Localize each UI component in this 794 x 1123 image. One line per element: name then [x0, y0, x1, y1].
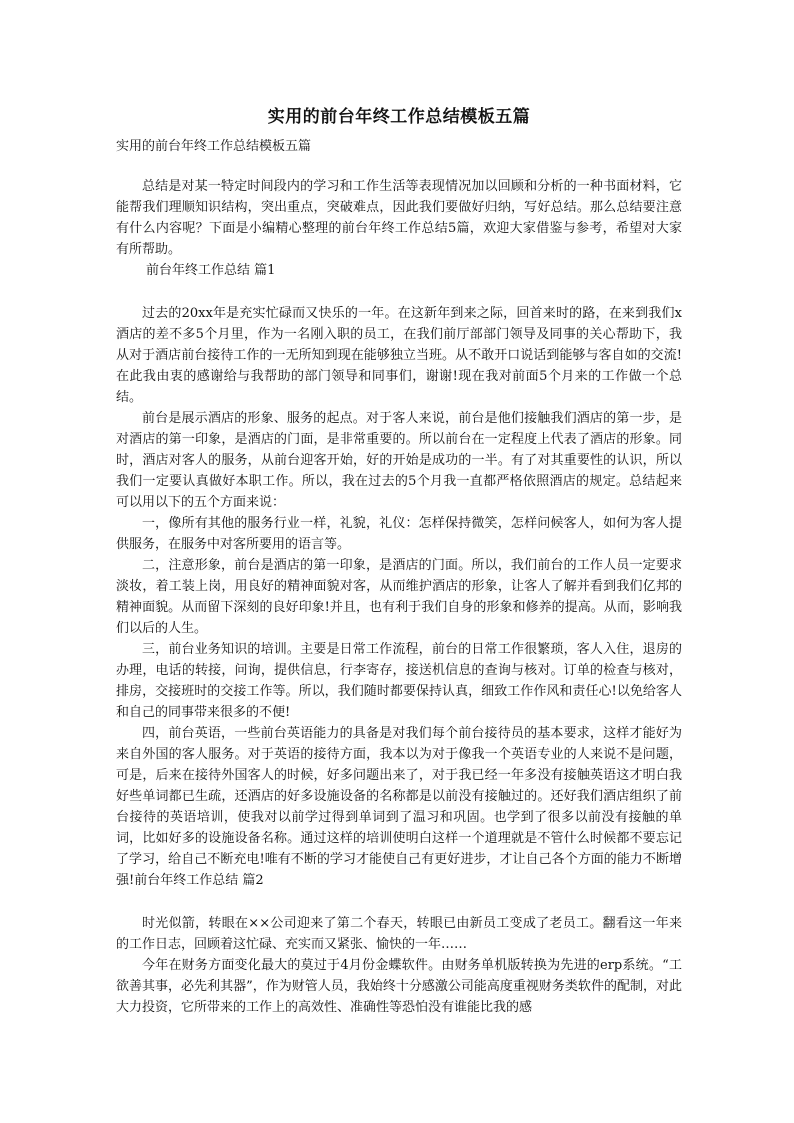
section-gap	[116, 891, 682, 913]
section-1-paragraph-1: 过去的20xx年是充实忙碌而又快乐的一年。在这新年到来之际，回首来时的路，在来到我们x酒店的差不多5个月里，作为一名刚入职的员工，在我们前厅部部门领导及同事的关心帮助下，我从对于酒店前台接待工作的一无所知到现在能够独立当班。从不敢开口说话到能够与客自如的交流!在此我由衷的感谢给与我帮助的部门领导和同事们，谢谢!现在我对前面5个月来的工作做一个总结。	[116, 306, 682, 405]
document-subtitle: 实用的前台年终工作总结模板五篇	[116, 139, 312, 154]
section-1-paragraph-5: 三，前台业务知识的培训。主要是日常工作流程，前台的日常工作很繁琐，客人入住，退房的办理，电话的转接，问询，提供信息，行李寄存，接送机信息的查询与核对。订单的检查与核对，排房，交接班时的交接工作等。所以，我们随时都要保持认真，细致工作作风和责任心!以免给客人和自己的同事带来很多的不便!	[116, 642, 682, 720]
section-1-paragraph-6: 四，前台英语，一些前台英语能力的具备是对我们每个前台接待员的基本要求，这样才能好为来自外国的客人服务。对于英语的接待方面，我本以为对于像我一个英语专业的人来说不是问题，可是，后来在接待外国客人的时候，好多问题出来了，对于我已经一年多没有接触英语这才明白我好些单词都已生疏，还酒店的好多设施设备的名称都是以前没有接触过的。还好我们酒店组织了前台接待的英语培训，使我对以前学过得到单词到了温习和巩固。也学到了很多以前没有接触的单词，比如好多的设施设备名称。通过这样的培训使明白这样一个道理就是不管什么时候都不要忘记了学习，给自己不断充电!唯有不断的学习才能使自己有更好进步，才让自己各个方面的能力不断增强!前台年终工作总结 篇2	[116, 726, 682, 888]
section-2-paragraph-1: 时光似箭，转眼在××公司迎来了第二个春天，转眼已由新员工变成了老员工。翻看这一年来的工作日志，回顾着这忙碌、充实而又紧张、愉快的一年……	[116, 916, 682, 952]
section-1-paragraph-3: 一，像所有其他的服务行业一样，礼貌，礼仪：怎样保持微笑，怎样问候客人，如何为客人提供服务，在服务中对客所要用的语言等。	[116, 516, 682, 552]
document-page	[116, 104, 682, 1018]
section-1-heading: 前台年终工作总结 篇1	[146, 263, 276, 278]
section-1-paragraph-4: 二，注意形象，前台是酒店的第一印象，是酒店的门面。所以，我们前台的工作人员一定要求淡妆，着工装上岗，用良好的精神面貌对客，从而维护酒店的形象，让客人了解并看到我们亿邦的精神面貌。从而留下深刻的良好印象!并且，也有利于我们自身的形象和修养的提高。从而，影响我们以后的人生。	[116, 558, 682, 636]
document-title: 实用的前台年终工作总结模板五篇	[267, 107, 531, 127]
intro-paragraph: 总结是对某一特定时间段内的学习和工作生活等表现情况加以回顾和分析的一种书面材料，它能帮我们理顺知识结构，突出重点，突破难点，因此我们要做好归纳，写好总结。那么总结要注意有什么内容呢？下面是小编精心整理的前台年终工作总结5篇，欢迎大家借鉴与参考，希望对大家有所帮助。	[116, 179, 682, 257]
section-2-paragraph-2: 今年在财务方面变化最大的莫过于4月份金蝶软件。由财务单机版转换为先进的erp系统。“工欲善其事，必先利其器”，作为财管人员，我始终十分感激公司能高度重视财务类软件的配制，对此大力投资，它所带来的工作上的高效性、准确性等恐怕没有谁能比我的感	[116, 958, 682, 1015]
section-1-paragraph-2: 前台是展示酒店的形象、服务的起点。对于客人来说，前台是他们接触我们酒店的第一步，是对酒店的第一印象，是酒店的门面，是非常重要的。所以前台在一定程度上代表了酒店的形象。同时，酒店对客人的服务，从前台迎客开始，好的开始是成功的一半。有了对其重要性的认识，所以我们一定要认真做好本职工作。所以，我在过去的5个月我一直都严格依照酒店的规定。总结起来可以用以下的五个方面来说：	[116, 411, 682, 510]
section-gap	[116, 281, 682, 303]
